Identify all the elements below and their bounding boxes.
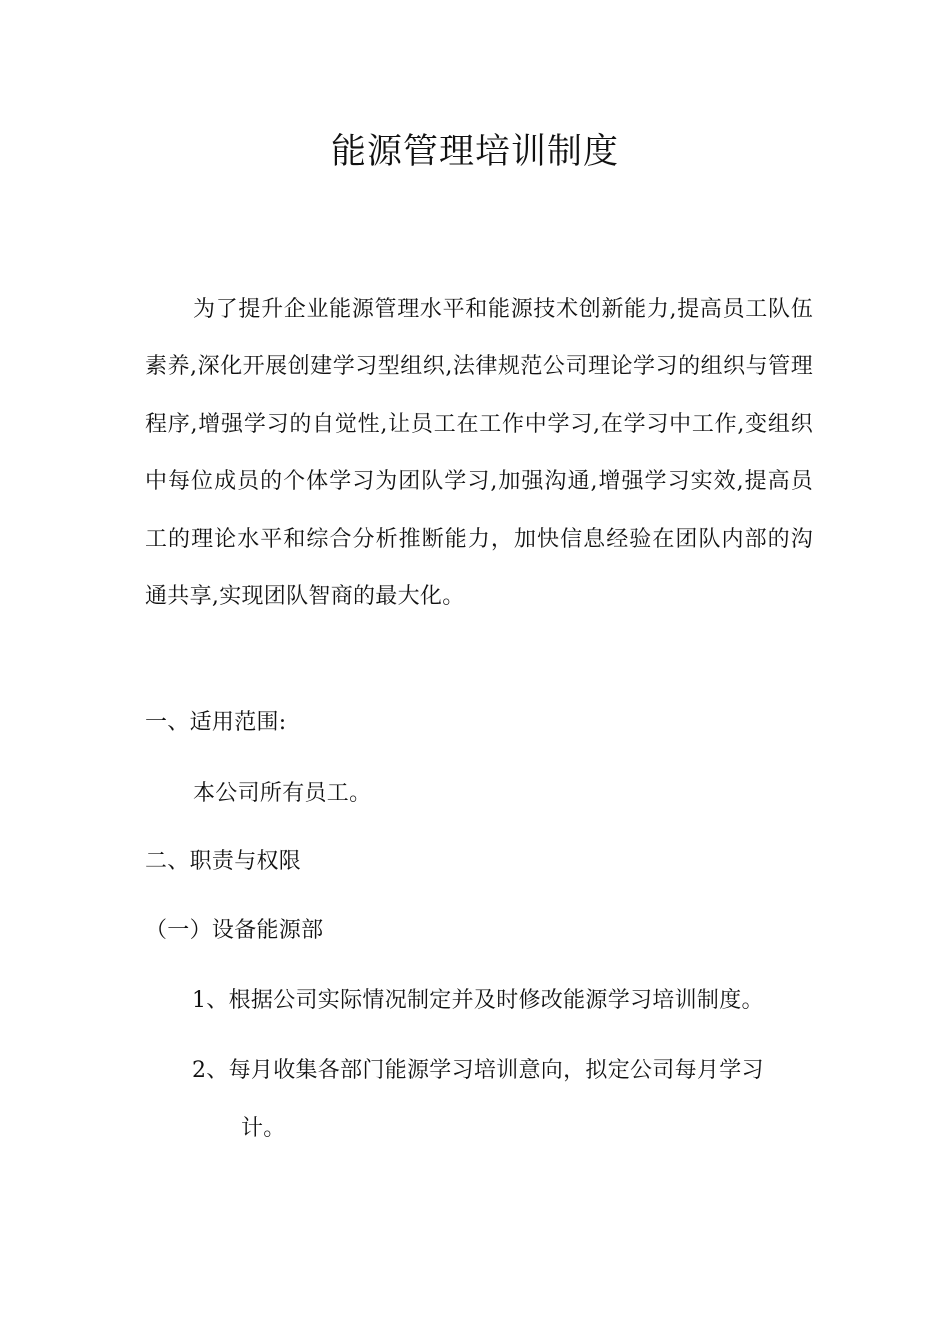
section-2-heading: 二、职责与权限 xyxy=(145,849,302,874)
list-item-2: 2、每月收集各部门能源学习培训意向，拟定公司每月学习 xyxy=(192,1058,764,1083)
section-1-body: 本公司所有员工。 xyxy=(193,781,372,806)
list-item-1: 1、根据公司实际情况制定并及时修改能源学习培训制度。 xyxy=(192,988,764,1013)
list-item-2-continuation: 计。 xyxy=(241,1116,286,1141)
intro-paragraph: 为了提升企业能源管理水平和能源技术创新能力,提高员工队伍素养,深化开展创建学习型组织,法律规范公司理论学习的组织与管理程序,增强学习的自觉性,让员工在工作中学习,在学习中工作,变组织中每位成员的个体学习为团队学习,加强沟通,增强学习实效,提高员工的理论水平和综合分析推断能力，加快信息经验在团队内部的沟通共享,实现团队智商的最大化。 xyxy=(145,297,813,610)
document-title: 能源管理培训制度 xyxy=(330,132,619,172)
section-1-heading: 一、适用范围: xyxy=(145,710,287,735)
subsection-1-heading: （一）设备能源部 xyxy=(145,918,324,943)
